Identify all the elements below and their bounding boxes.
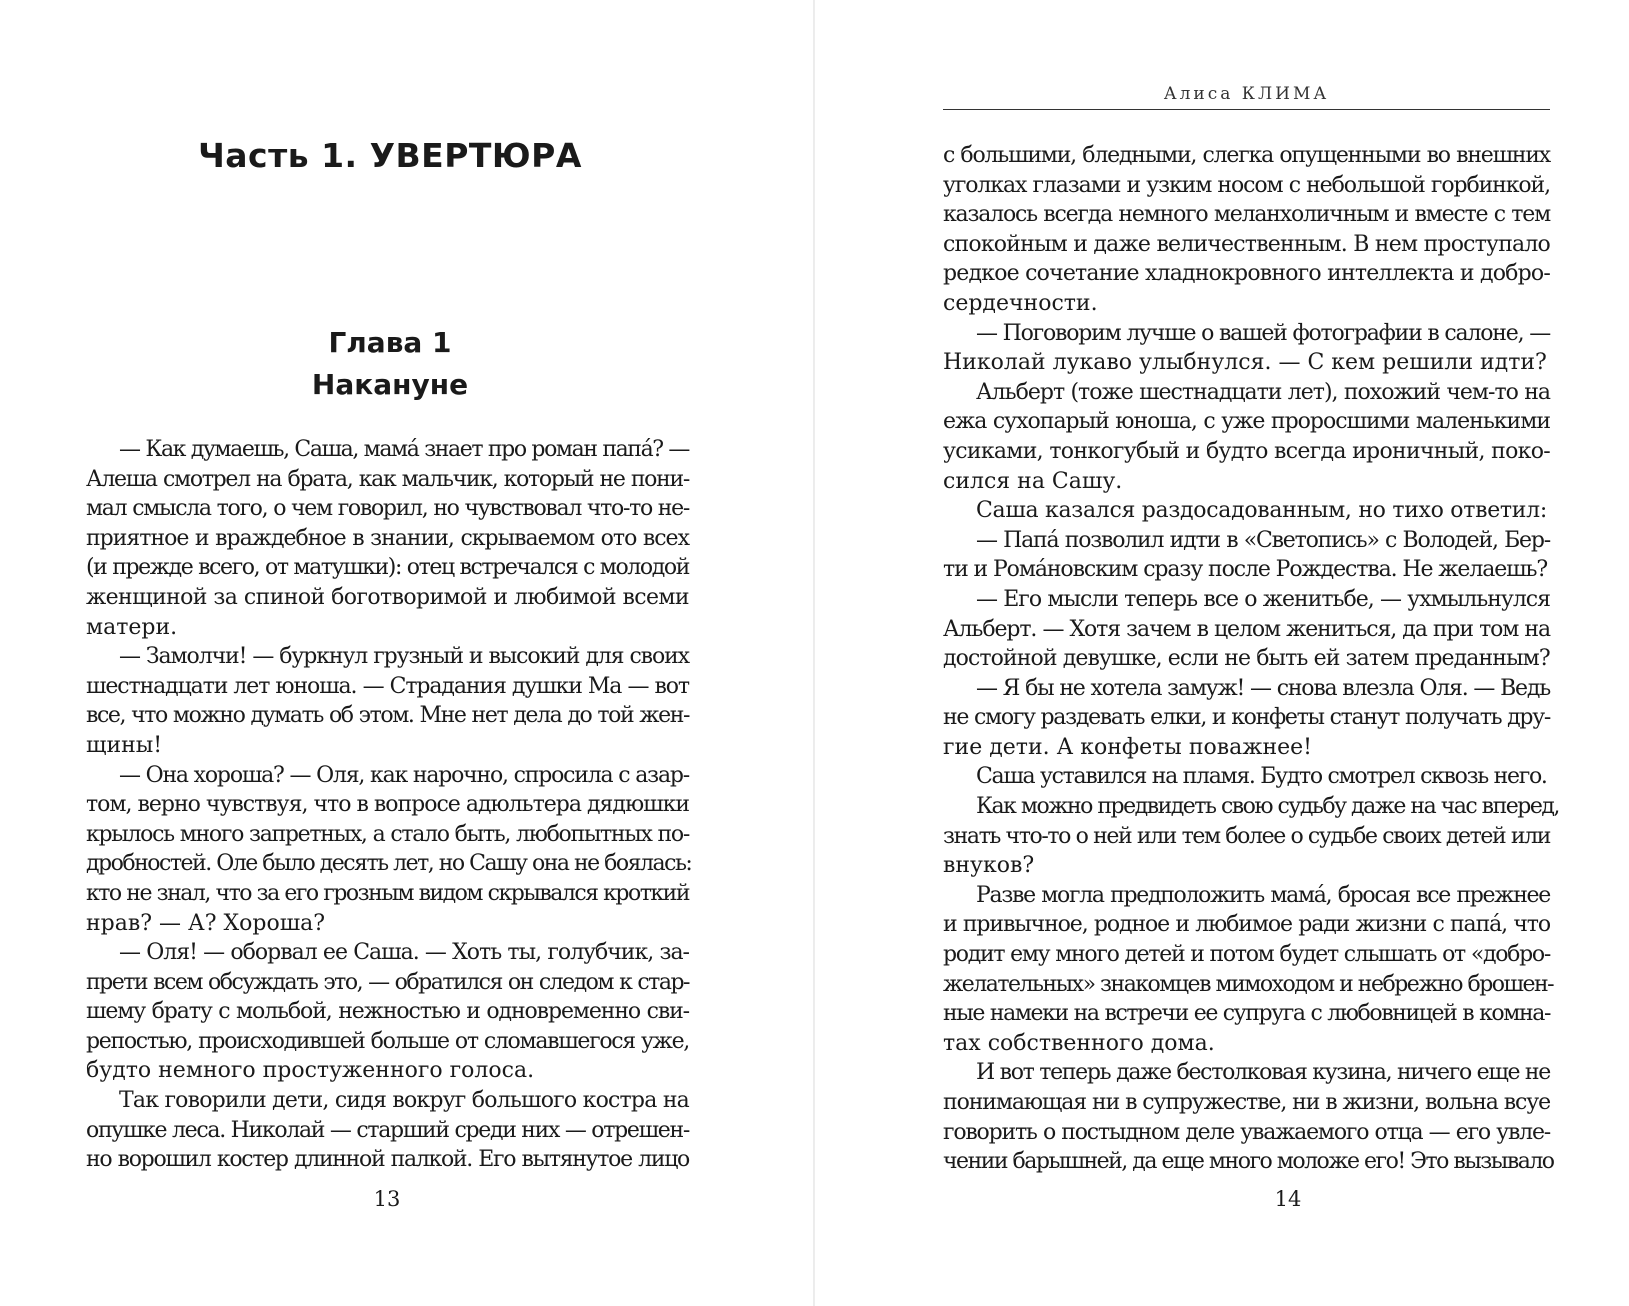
text-line: Николай лукаво улыбнулся. — С кем решили идти?: [943, 350, 1547, 376]
text-line: — Она хороша? — Оля, как нарочно, спросила с азар-: [119, 762, 689, 788]
text-line: Алеша смотрел на брата, как мальчик, который не пони-: [86, 466, 689, 492]
text-line: — Оля! — оборвал ее Саша. — Хоть ты, голубчик, за-: [119, 940, 689, 966]
text-line: шему брату с мольбой, нежностью и одновременно сви-: [86, 999, 689, 1025]
text-line: шестнадцати лет юноша. — Страдания душки Ма — вот: [86, 673, 689, 699]
text-line: женщиной за спиной боготворимой и любимой всеми: [86, 584, 689, 610]
text-line: сился на Сашу.: [943, 468, 1123, 494]
text-line: понимающая ни в супружестве, ни в жизни, вольна всуе: [943, 1090, 1550, 1115]
chapter-heading: [0, 322, 780, 406]
text-line: мал смысла того, о чем говорил, но чувствовал что-то не-: [86, 496, 689, 522]
page-number: 13: [373, 1187, 401, 1211]
text-line: знать что-то о ней или тем более о судьбе своих детей или: [943, 823, 1550, 849]
text-line: Разве могла предположить мамá, бросая все прежнее: [976, 882, 1550, 908]
text-line: будто немного простуженного голоса.: [86, 1058, 535, 1084]
text-line: и привычное, родное и любимое ради жизни с папá, что: [943, 912, 1550, 938]
text-line: ежа сухопарый юноша, с уже проросшими маленькими: [943, 409, 1550, 435]
right-body-text: [943, 141, 1559, 1177]
text-line: Саша казался раздосадованным, но тихо ответил:: [976, 498, 1547, 524]
right-page: [815, 0, 1629, 1306]
page-number: 14: [1274, 1187, 1302, 1211]
text-line: редкое сочетание хладнокровного интеллекта и добро-: [943, 261, 1550, 287]
text-line: говорить о постыдном деле уважаемого отца — его увле-: [943, 1119, 1550, 1145]
text-line: репостью, происходившей больше от сломавшегося уже,: [86, 1028, 689, 1054]
text-line: Саша уставился на пламя. Будто смотрел сквозь него.: [976, 764, 1547, 790]
text-line: — Замолчи! — буркнул грузный и высокий для своих: [119, 644, 689, 670]
text-line: достойной девушке, если не быть ей затем преданным?: [943, 646, 1550, 672]
text-line: но ворошил костер длинной палкой. Его вытянутое лицо: [86, 1147, 689, 1173]
text-line: приятное и враждебное в знании, скрываемом ото всех: [86, 525, 689, 551]
text-line: крылось много запретных, а стало быть, любопытных по-: [86, 821, 689, 847]
chapter-title: Накануне: [311, 368, 469, 401]
text-line: гие дети. А конфеты поважнее!: [943, 734, 1313, 760]
text-line: щины!: [86, 732, 163, 758]
text-line: — Поговорим лучше о вашей фотографии в салоне, —: [976, 320, 1550, 346]
text-line: казалось всегда немного меланхоличным и вместе с тем: [943, 202, 1550, 228]
left-page: [0, 0, 814, 1306]
text-line: Альберт (тоже шестнадцати лет), похожий чем-то на: [976, 379, 1550, 405]
text-line: чении барышней, да еще много моложе его! Это вызывало: [943, 1149, 1554, 1175]
text-line: нрав? — А? Хороша?: [86, 910, 326, 936]
text-line: (и прежде всего, от матушки): отец встречался с молодой: [86, 555, 689, 581]
text-line: прети всем обсуждать это, — обратился он следом к стар-: [86, 969, 689, 995]
text-line: сердечности.: [943, 290, 1098, 316]
text-line: кто не знал, что за его грозным видом скрывался кроткий: [86, 880, 689, 906]
text-line: внуков?: [943, 853, 1035, 879]
text-line: тах собственного дома.: [943, 1030, 1215, 1056]
part-title: Часть 1. УВЕРТЮРА: [198, 136, 582, 175]
text-line: усиками, тонкогубый и будто всегда ироничный, поко-: [943, 438, 1550, 464]
text-line: — Его мысли теперь все о женитьбе, — ухмыльнулся: [976, 586, 1550, 612]
text-line: — Папá позволил идти в «Светопись» с Володей, Бер-: [976, 527, 1550, 553]
text-line: родит ему много детей и потом будет слышать от «добро-: [943, 942, 1550, 968]
header-rule: [943, 109, 1550, 110]
text-line: желательных» знакомцев мимоходом и небрежно брошен-: [943, 971, 1554, 997]
text-line: опушке леса. Николай — старший среди них — отрешен-: [86, 1117, 689, 1143]
left-body-text: [86, 435, 692, 1175]
text-line: все, что можно думать об этом. Мне нет дела до той жен-: [86, 703, 689, 729]
text-line: матери.: [86, 614, 178, 640]
chapter-label: Глава 1: [328, 326, 452, 359]
text-line: спокойным и даже величественным. В нем проступало: [943, 231, 1550, 257]
text-line: И вот теперь даже бестолковая кузина, ничего еще не: [976, 1060, 1550, 1086]
text-line: не смогу раздевать елки, и конфеты станут получать дру-: [943, 705, 1550, 731]
running-header: Алиса КЛИМА: [1163, 84, 1330, 104]
text-line: том, верно чувствуя, что в вопросе адюльтера дядюшки: [86, 792, 689, 818]
text-line: Как можно предвидеть свою судьбу даже на час вперед,: [976, 794, 1559, 820]
text-line: Альберт. — Хотя зачем в целом жениться, да при том на: [943, 616, 1550, 642]
text-line: ти и Ромáновским сразу после Рождества. Не желаешь?: [943, 557, 1548, 583]
text-line: дробностей. Оле было десять лет, но Сашу она не боялась:: [86, 851, 692, 877]
text-line: ные намеки на встречи ее супруга с любовницей в комна-: [943, 1001, 1550, 1027]
text-line: уголках глазами и узким носом с небольшой горбинкой,: [943, 172, 1550, 198]
text-line: — Как думаешь, Саша, мамá знает про роман папá? —: [119, 437, 689, 462]
text-line: Так говорили дети, сидя вокруг большого костра на: [119, 1088, 689, 1114]
text-line: — Я бы не хотела замуж! — снова влезла Оля. — Ведь: [976, 675, 1550, 701]
text-line: с большими, бледными, слегка опущенными во внешних: [943, 143, 1550, 168]
